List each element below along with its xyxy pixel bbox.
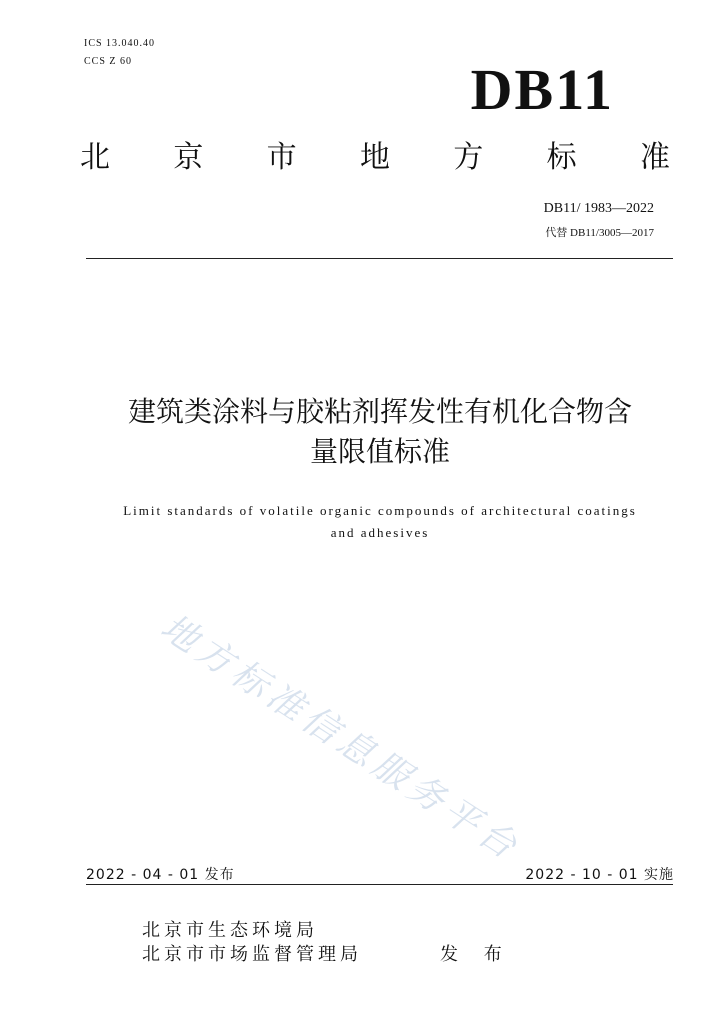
standard-type-char: 京 xyxy=(173,140,204,175)
standard-type-char: 标 xyxy=(546,140,577,175)
standard-type-char: 准 xyxy=(639,140,670,175)
title-cn-line: 建筑类涂料与胶粘剂挥发性有机化合物含 xyxy=(127,395,632,428)
title-english xyxy=(60,500,700,544)
standard-type-char: 地 xyxy=(359,140,390,175)
footer-divider xyxy=(86,884,673,885)
ics-code: ICS 13.040.40 xyxy=(84,38,156,49)
title-en-line: and adhesives xyxy=(330,525,430,540)
ccs-code: CCS Z 60 xyxy=(84,56,133,67)
standard-type-char: 方 xyxy=(453,140,484,175)
issuer-market-bureau: 北京市市场监督管理局 xyxy=(142,944,362,965)
publish-date: 2022 - 04 - 01 发布 xyxy=(86,867,235,883)
replaces-note: 代替 DB11/3005—2017 xyxy=(545,227,654,239)
title-cn-line: 量限值标准 xyxy=(309,435,450,468)
standard-type-char: 北 xyxy=(80,140,110,175)
title-en-line: Limit standards of volatile organic compounds of architectural coatings xyxy=(123,503,637,518)
issue-label: 发 布 xyxy=(440,944,512,965)
implement-date: 2022 - 10 - 01 实施 xyxy=(525,867,674,883)
standard-type xyxy=(80,140,670,176)
watermark: 地方标准信息服务平台 xyxy=(153,606,528,870)
standard-number: DB11/ 1983—2022 xyxy=(543,201,654,216)
header-divider xyxy=(86,258,673,259)
issuer-ecology-bureau: 北京市生态环境局 xyxy=(142,920,318,941)
title-chinese xyxy=(60,392,700,472)
standard-type-char: 市 xyxy=(266,140,297,175)
db-logo: DB11 xyxy=(470,57,614,122)
